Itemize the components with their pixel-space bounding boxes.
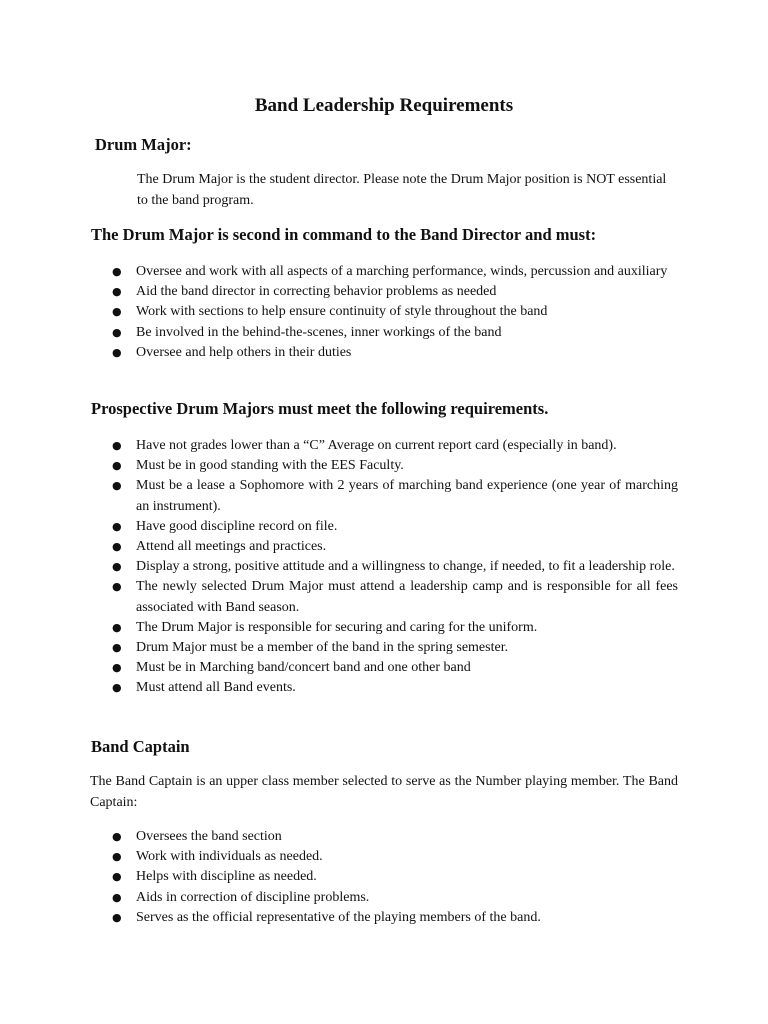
list-item: ● Oversees the band section [0, 827, 678, 847]
list-item: ● Must attend all Band events. [0, 678, 678, 698]
bullet-icon: ● [112, 641, 122, 655]
bullet-icon: ● [112, 850, 122, 864]
list-item: ● Have good discipline record on file. [0, 517, 678, 537]
list-item: ● Oversee and help others in their duties [0, 343, 678, 363]
bullet-icon: ● [112, 910, 122, 924]
band-captain-heading: Band Captain [91, 737, 190, 756]
drum-major-heading: Drum Major: [95, 135, 192, 154]
list-item: ● Have not grades lower than a “C” Average on current report card (especially in band). [0, 436, 678, 456]
bullet-icon: ● [112, 560, 122, 574]
bullet-icon: ● [112, 305, 122, 319]
list-item: ● Display a strong, positive attitude and a willingness to change, if needed, to fit a leadership role. [0, 557, 678, 577]
drum-major-duties-heading: The Drum Major is second in command to the Band Director and must: [91, 225, 597, 244]
bullet-icon: ● [112, 661, 122, 675]
list-item: ● Aid the band director in correcting behavior problems as needed [0, 282, 678, 302]
bullet-icon: ● [112, 830, 122, 843]
band-captain-duties-list [0, 827, 678, 928]
requirements-list [0, 436, 678, 699]
list-item: ● Serves as the official representative of the playing members of the band. [0, 908, 678, 928]
bullet-icon: ● [112, 459, 122, 473]
list-item: ● The Drum Major is responsible for securing and caring for the uniform. [0, 618, 678, 638]
list-item: ● Work with individuals as needed. [0, 847, 678, 867]
bullet-icon: ● [112, 479, 122, 493]
list-item: ● Aids in correction of discipline problems. [0, 888, 678, 908]
list-item: ● Attend all meetings and practices. [0, 537, 678, 557]
bullet-icon: ● [112, 870, 122, 884]
list-item: ● The newly selected Drum Major must attend a leadership camp and is responsible for all fees associated with Band season. [112, 579, 678, 615]
bullet-icon: ● [112, 265, 122, 278]
list-item: ● Work with sections to help ensure continuity of style throughout the band [0, 302, 678, 322]
list-item: ● Be involved in the behind-the-scenes, inner workings of the band [0, 323, 678, 343]
list-item: ● Must be in Marching band/concert band and one other band [0, 658, 678, 678]
list-item: ● Oversee and work with all aspects of a marching performance, winds, percussion and auxiliary [0, 262, 678, 282]
bullet-icon: ● [112, 285, 122, 299]
bullet-icon: ● [112, 890, 122, 904]
requirements-heading: Prospective Drum Majors must meet the following requirements. [91, 399, 549, 418]
bullet-icon: ● [112, 519, 122, 533]
drum-major-intro-text: The Drum Major is the student director. Please note the Drum Major position is NOT essential to the band program. [137, 172, 667, 208]
list-item: ● Drum Major must be a member of the band in the spring semester. [0, 638, 678, 658]
drum-major-duties-list [0, 262, 678, 363]
bullet-icon: ● [112, 540, 122, 554]
bullet-icon: ● [112, 580, 122, 594]
bullet-icon: ● [112, 325, 122, 339]
bullet-icon: ● [112, 345, 122, 359]
band-captain-intro: The Band Captain is an upper class member selected to serve as the Number playing member. The Band Captain: [90, 774, 678, 810]
list-item: ● Helps with discipline as needed. [0, 867, 678, 887]
list-item: ● Must be a lease a Sophomore with 2 years of marching band experience (one year of marching an instrument). [112, 478, 678, 514]
drum-major-intro [90, 169, 678, 211]
bullet-icon: ● [112, 681, 122, 695]
list-item: ● Must be in good standing with the EES Faculty. [0, 456, 678, 476]
bullet-icon: ● [112, 439, 122, 452]
bullet-icon: ● [112, 620, 122, 634]
document-title: Band Leadership Requirements [254, 95, 514, 116]
